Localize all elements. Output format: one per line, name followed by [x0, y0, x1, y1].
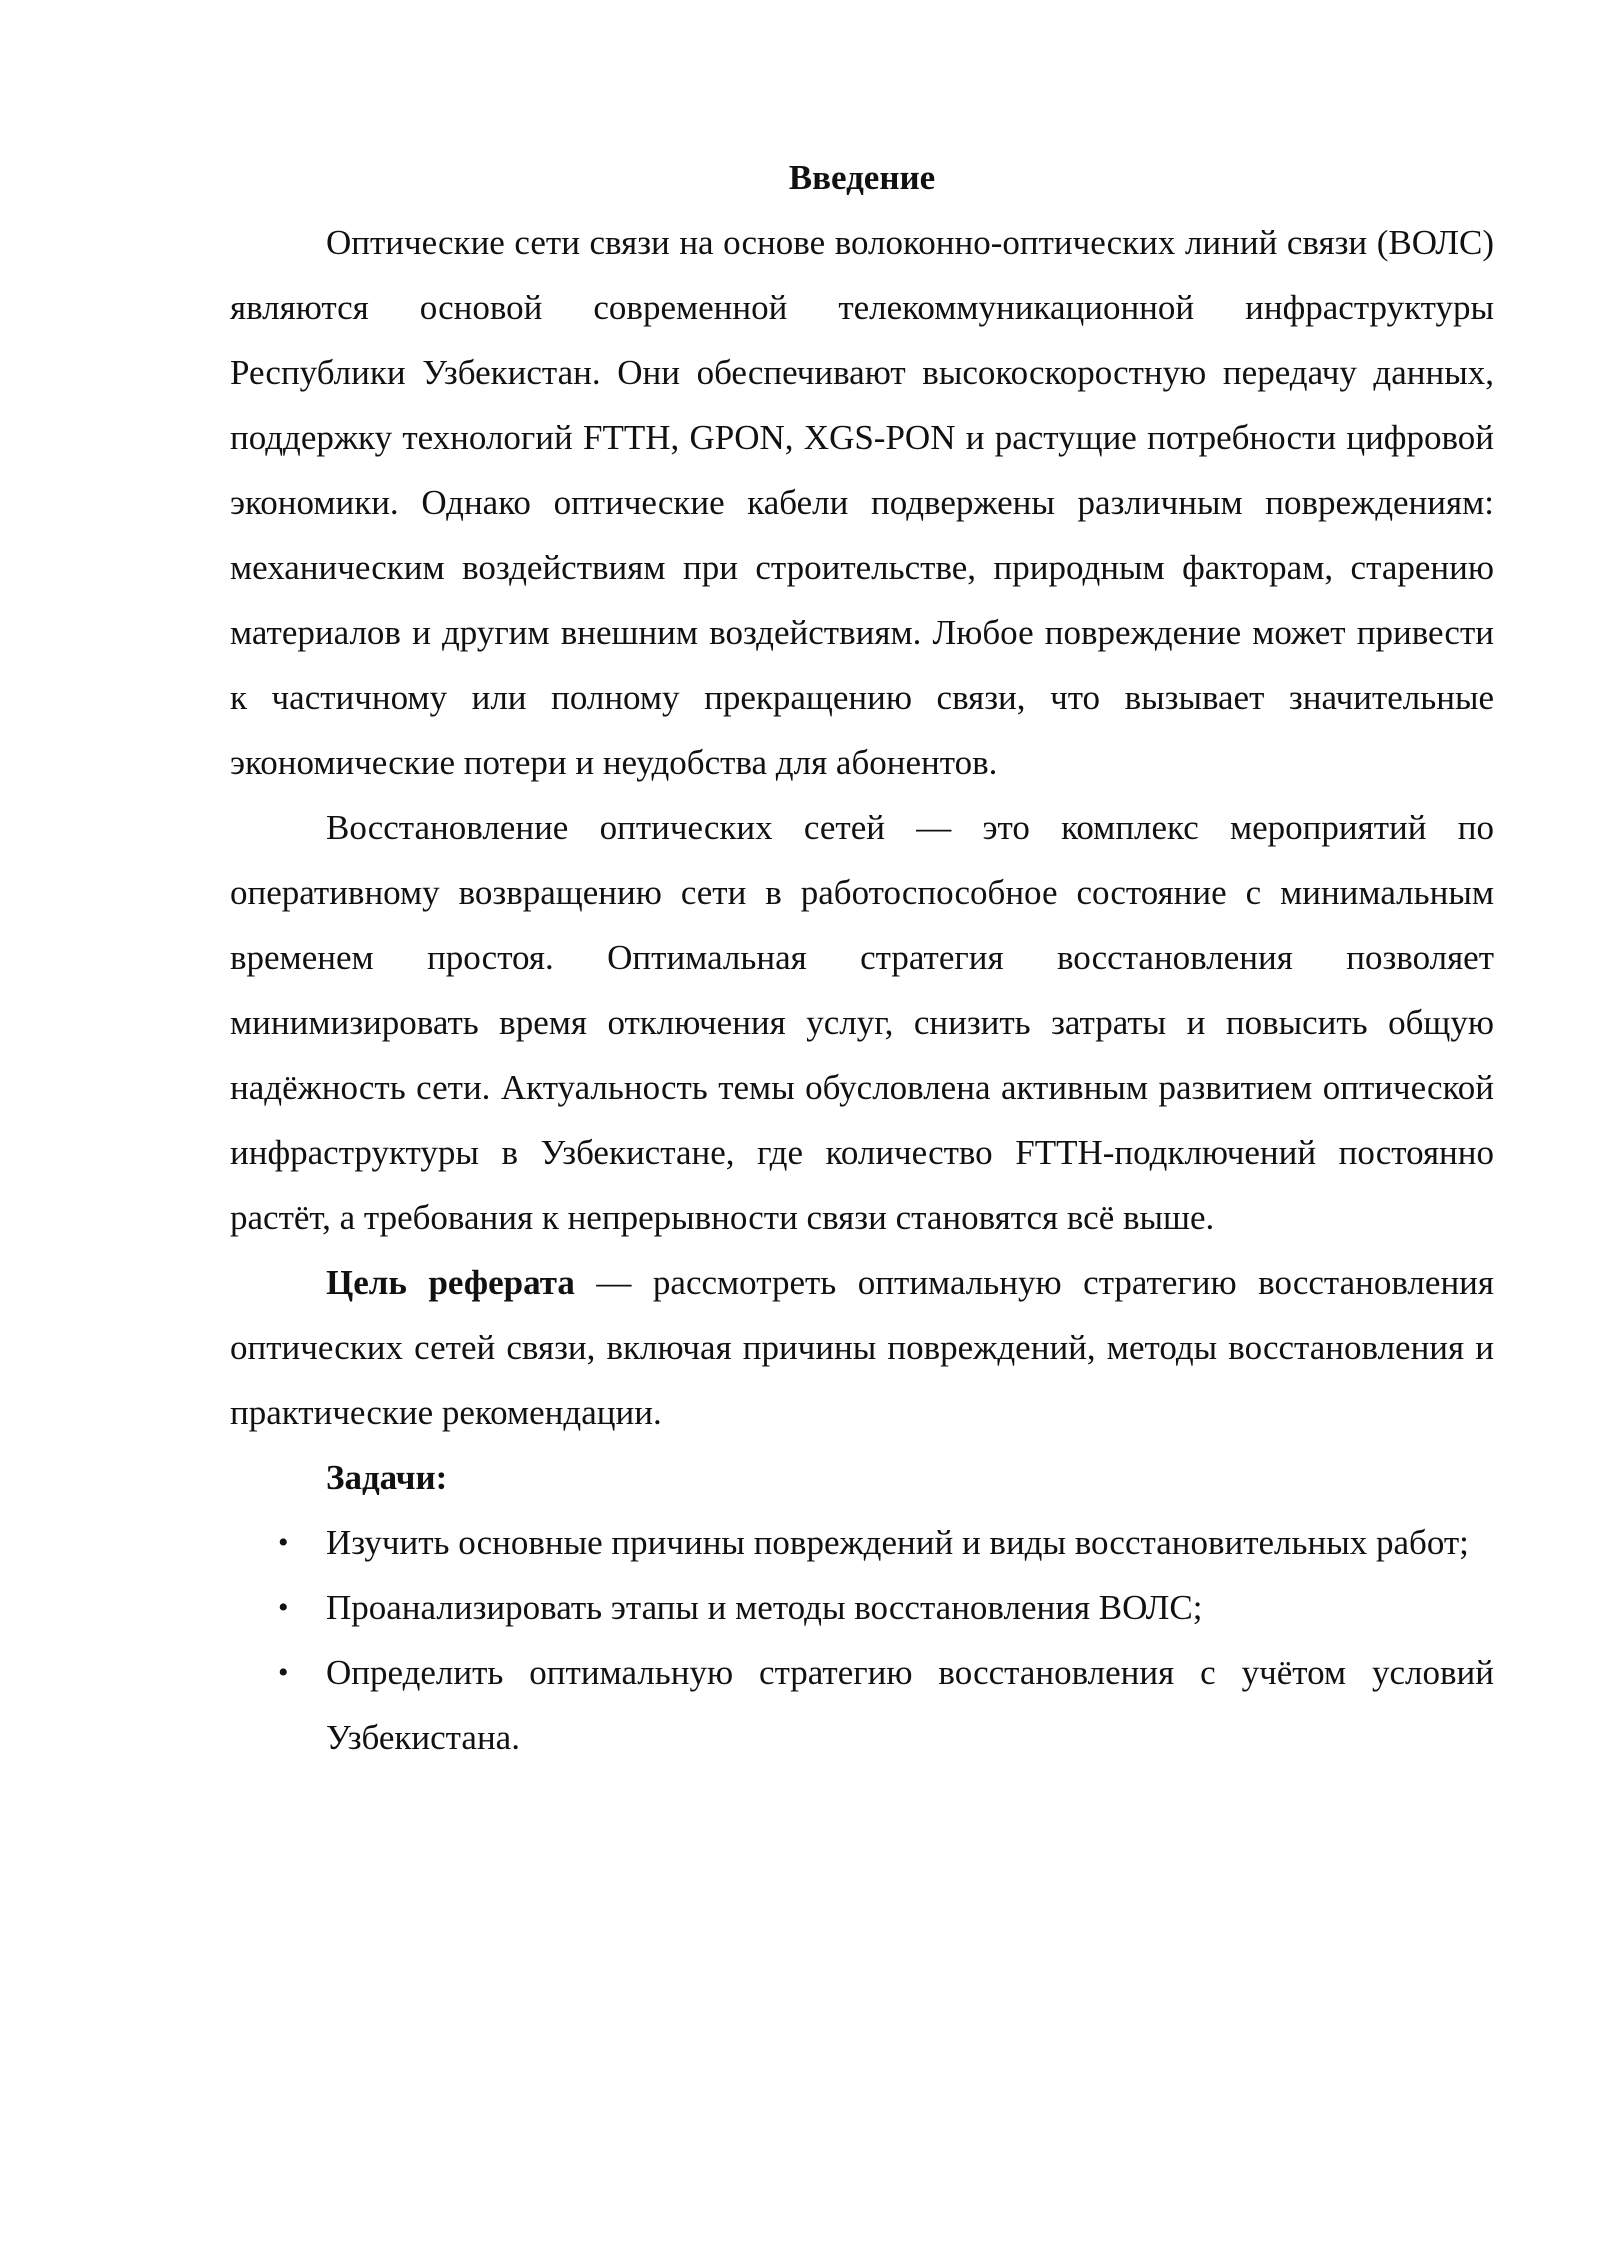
- bullet-icon: •: [278, 1591, 289, 1624]
- list-item: [230, 1575, 1494, 1640]
- task-text: Определить оптимальную стратегию восстановления с учётом условий Узбекистана.: [326, 1653, 1494, 1757]
- goal-text: — рассмотреть оптимальную стратегию восстановления оптических сетей связи, включая причины повреждений, методы восстановления и практические рекомендации.: [230, 1263, 1494, 1432]
- restoration-paragraph: Восстановление оптических сетей — это комплекс мероприятий по оперативному возвращению сети в работоспособное состояние с минимальным временем простоя. Оптимальная стратегия восстановления позволяет минимизировать время отключения услуг, снизить затраты и повысить общую надёжность сети. Актуальность темы обусловлена активным развитием оптической инфраструктуры в Узбекистане, где количество FTTH-подключений постоянно растёт, а требования к непрерывности связи становятся всё выше.: [230, 808, 1494, 1237]
- intro-paragraph: Оптические сети связи на основе волоконно-оптических линий связи (ВОЛС) являются основой современной телекоммуникационной инфраструктуры Республики Узбекистан. Они обеспечивают высокоскоростную передачу данных, поддержку технологий FTTH, GPON, XGS-PON и растущие потребности цифровой экономики. Однако оптические кабели подвержены различным повреждениям: механическим воздействиям при строительстве, природным факторам, старению материалов и другим внешним воздействиям. Любое повреждение может привести к частичному или полному прекращению связи, что вызывает значительные экономические потери и неудобства для абонентов.: [230, 223, 1494, 782]
- list-item: [230, 1510, 1494, 1575]
- bullet-icon: •: [278, 1526, 289, 1559]
- tasks-heading: Задачи:: [326, 1458, 448, 1497]
- page-title: Введение: [788, 158, 936, 197]
- goal-label: Цель реферата: [326, 1263, 575, 1302]
- document-page: [230, 145, 1494, 1770]
- list-item: [230, 1640, 1494, 1770]
- task-text: Изучить основные причины повреждений и виды восстановительных работ;: [326, 1523, 1469, 1562]
- goal-paragraph: [230, 1250, 1494, 1445]
- task-text: Проанализировать этапы и методы восстановления ВОЛС;: [326, 1588, 1203, 1627]
- bullet-icon: •: [278, 1656, 289, 1689]
- tasks-list: [230, 1510, 1494, 1770]
